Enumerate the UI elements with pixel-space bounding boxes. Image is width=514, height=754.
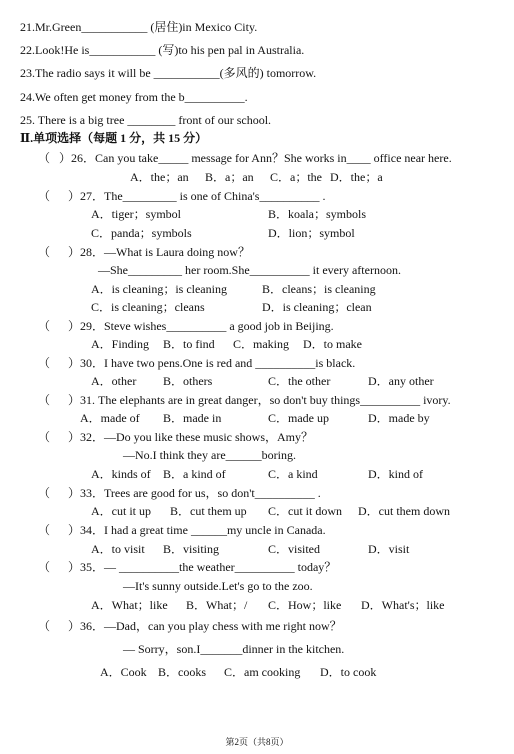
option-36-c: C．am cooking [224, 665, 301, 679]
option-31-b: B．made in [163, 411, 222, 425]
option-36-b: B．cooks [158, 665, 207, 679]
option-33-d: D．cut them down [358, 504, 450, 518]
option-28-a: A．is cleaning；is cleaning [91, 282, 227, 296]
option-30-a: A．other [91, 374, 137, 388]
section-title: Ⅱ.单项选择（每题 1 分，共 15 分） [20, 131, 208, 145]
option-27-b: B．koala；symbols [268, 207, 366, 221]
option-29-a: A．Finding [91, 337, 150, 351]
option-26-d: D．the；a [330, 170, 383, 184]
question-35-line2: —It's sunny outside.Let's go to the zoo. [123, 579, 313, 593]
option-29-b: B．to find [163, 337, 215, 351]
option-32-a: A．kinds of [91, 467, 151, 481]
option-32-d: D．kind of [368, 467, 423, 481]
option-26-a: A．the；an [130, 170, 189, 184]
question-32: （ ）32．—Do you like these music shows，Amy？ [38, 430, 313, 444]
option-29-d: D．to make [303, 337, 362, 351]
question-31: （ ）31. The elephants are in great danger，so don't buy things__________ ivory. [38, 393, 451, 407]
option-33-b: B．cut them up [170, 504, 247, 518]
option-32-b: B．a kind of [163, 467, 226, 481]
option-34-a: A．to visit [91, 542, 145, 556]
option-34-d: D．visit [368, 542, 410, 556]
fill-blank-24: 24.We often get money from the b__________. [20, 90, 248, 104]
question-34: （ ）34．I had a great time ______my uncle in Canada. [38, 523, 326, 537]
question-36-line2: — Sorry，son.I_______dinner in the kitchen. [123, 642, 345, 656]
option-30-c: C．the other [268, 374, 331, 388]
option-36-a: A．Cook [100, 665, 147, 679]
option-26-b: B．a；an [205, 170, 254, 184]
option-33-c: C．cut it down [268, 504, 342, 518]
question-28: （ ）28．—What is Laura doing now？ [38, 245, 250, 259]
option-34-b: B．visiting [163, 542, 220, 556]
option-28-b: B．cleans；is cleaning [262, 282, 376, 296]
option-35-d: D．What's；like [361, 598, 445, 612]
option-34-c: C．visited [268, 542, 321, 556]
page-footer: 第2页（共8页） [225, 737, 289, 747]
question-35: （ ）35．— __________the weather__________ today？ [38, 560, 337, 574]
option-33-a: A．cut it up [91, 504, 151, 518]
fill-blank-25: 25. There is a big tree ________ front of our school. [20, 113, 272, 127]
option-28-d: D．is cleaning；clean [262, 300, 372, 314]
option-30-d: D．any other [368, 374, 434, 388]
option-28-c: C．is cleaning；cleans [91, 300, 205, 314]
question-29: （ ）29．Steve wishes__________ a good job in Beijing. [38, 319, 334, 333]
fill-blank-23: 23.The radio says it will be ___________(多风的) tomorrow. [20, 66, 317, 80]
option-31-a: A．made of [80, 411, 140, 425]
question-36: （ ）36．—Dad，can you play chess with me right now？ [38, 619, 342, 633]
option-30-b: B．others [163, 374, 213, 388]
option-35-c: C．How；like [268, 598, 342, 612]
question-28-line2: —She_________ her room.She__________ it every afternoon. [98, 263, 401, 277]
fill-blank-22: 22.Look!He is___________ (写)to his pen pal in Australia. [20, 43, 305, 57]
option-36-d: D．to cook [320, 665, 377, 679]
option-27-a: A．tiger；symbol [91, 207, 181, 221]
option-35-b: B．What；/ [186, 598, 248, 612]
option-26-c: C．a；the [270, 170, 322, 184]
question-26: （ ）26．Can you take_____ message for Ann？She works in____ office near here. [38, 151, 452, 165]
option-32-c: C．a kind [268, 467, 318, 481]
question-32-line2: —No.I think they are______boring. [123, 448, 296, 462]
question-33: （ ）33．Trees are good for us，so don't__________ . [38, 486, 321, 500]
fill-blank-21: 21.Mr.Green___________ (居住)in Mexico City. [20, 20, 258, 34]
option-31-c: C．made up [268, 411, 329, 425]
option-29-c: C．making [233, 337, 289, 351]
option-31-d: D．made by [368, 411, 430, 425]
question-30: （ ）30．I have two pens.One is red and __________is black. [38, 356, 356, 370]
option-27-c: C．panda；symbols [91, 226, 192, 240]
question-27: （ ）27．The_________ is one of China's__________ . [38, 189, 326, 203]
option-35-a: A．What；like [91, 598, 168, 612]
option-27-d: D．lion；symbol [268, 226, 355, 240]
